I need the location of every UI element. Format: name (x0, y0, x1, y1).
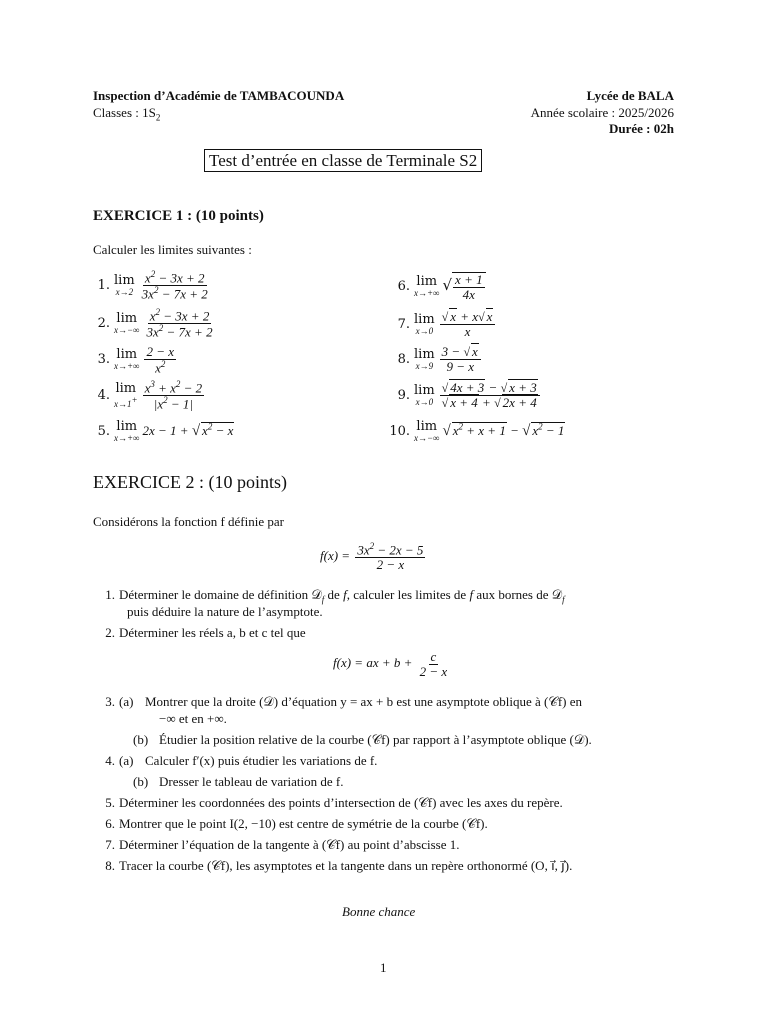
page-title: Test d’entrée en classe de Terminale S2 (204, 149, 482, 172)
ex2-item-3a-label: (a) (119, 694, 134, 709)
ex2-item-8-number: 8. (105, 858, 115, 873)
limit-10-number: 10. (389, 424, 410, 439)
limit-3-number: 3. (97, 352, 110, 368)
ex2-item-3b-label: (b) (133, 732, 149, 747)
limit-2-number: 2. (97, 315, 110, 331)
function-definition: f(x) = $\frac{3x^2 - 2x - 5}{2 - x}$ (320, 541, 424, 572)
class-label (93, 105, 160, 123)
academy-name: Inspection d’Académie de TAMBACOUNDA (93, 88, 345, 103)
ex2-item-4b (133, 774, 343, 790)
exercise2-heading: EXERCICE 2 : (10 points) (93, 472, 287, 492)
ex2-item-1-text-b: de (324, 587, 344, 602)
limit-10: 10. lim x→−∞ √ $x^2 + x + 1$ − √ $x^2 - 1$ (389, 419, 565, 443)
ex2-item-2-text: Déterminer les réels a, b et c tel que (119, 625, 306, 640)
limit-7-number: 7. (397, 316, 410, 332)
ex2-item-8 (93, 858, 572, 874)
ex2-item-2-number: 2. (105, 625, 115, 640)
page-number: 1 (380, 960, 387, 975)
ex2-item-3b (133, 732, 592, 748)
ex2-item-7-number: 7. (105, 837, 115, 852)
limit-5: 5. lim x→+∞ 2x − 1 + √ $x^2 - x$ (88, 420, 234, 443)
ex2-item-4a-label: (a) (119, 753, 134, 768)
ex2-item-4a-text: Calculer f′(x) puis étudier les variations de f. (145, 753, 378, 768)
exercise2-intro: Considérons la fonction f définie par (93, 514, 284, 529)
ex2-item-5-number: 5. (105, 795, 115, 810)
ex2-item-4b-text: Dresser le tableau de variation de f. (159, 774, 344, 789)
ex2-item-3a-text: Montrer que la droite (𝒟) d’équation y = ax + b est une asymptote oblique à (𝒞f) en (145, 694, 583, 709)
ex2-item-1-text-d: aux bornes de 𝒟 (473, 587, 563, 602)
decomposition-formula: f(x) = ax + b + $\frac{c}{2 - x}$ (333, 649, 448, 679)
limit-7: 7. lim x→0 $\frac{√ x + x√ x}{x}$ (388, 310, 497, 338)
closing-text: Bonne chance (342, 904, 416, 919)
limit-9-number: 9. (397, 387, 410, 403)
ex2-item-7 (93, 837, 460, 853)
ex2-item-1-number: 1. (105, 587, 115, 602)
ex2-item-6 (93, 816, 488, 832)
ex2-item-8-text: Tracer la courbe (𝒞f), les asymptotes et la tangente dans un repère orthonormé (O, i⃗, j⃗). (119, 858, 573, 873)
exercise1-heading: EXERCICE 1 : (10 points) (93, 208, 264, 224)
ex2-item-1-text-a: Déterminer le domaine de définition 𝒟 (119, 587, 322, 602)
limit-1-number: 1. (97, 277, 110, 293)
class-subscript: 2 (155, 112, 161, 123)
limit-2: 2. lim x→−∞ $\frac{x^2 - 3x + 2}{3x^2 - 7x + 2}$ (88, 308, 217, 339)
ex2-item-3a-line2: −∞ et en +∞. (159, 711, 227, 726)
ex2-item-5 (93, 795, 563, 811)
ex2-item-4a (93, 753, 377, 769)
limit-1: 1. lim x→2 $\frac{x^2 - 3x + 2}{3x^2 - 7x + 2}$ (88, 270, 212, 301)
ex2-item-1: 1. Déterminer le domaine de définition 𝒟$_f$ de f, calculer les limites de f aux bornes de 𝒟$_f$ (93, 587, 683, 605)
ex2-item-4-number: 4. (105, 753, 115, 768)
limit-4: 4. lim x→1+ $\frac{x^3 + x^2 - 2}{|x^2 - 1|}$ (88, 380, 206, 411)
limit-9: 9. lim x→0 $\frac{√ 4x + 3 - √ x + 3}{√ x + 4 + √ 2x + 4}$ (388, 381, 542, 409)
limit-6-number: 6. (397, 279, 410, 295)
school-year: Année scolaire : 2025/2026 (530, 105, 674, 120)
class-text: Classes : 1S (93, 105, 156, 120)
ex2-item-4b-label: (b) (133, 774, 149, 789)
limit-8-number: 8. (397, 351, 410, 367)
school-name: Lycée de BALA (586, 88, 674, 103)
ex2-item-6-text: Montrer que le point I(2, −10) est centre de symétrie de la courbe (𝒞f). (119, 816, 488, 831)
limit-3: 3. lim x→+∞ $\frac{2 - x}{x^2}$ (88, 345, 178, 375)
limit-6: 6. lim x→+∞ √ $\frac{x + 1}{4x}$ (388, 272, 488, 301)
ex2-item-7-text: Déterminer l’équation de la tangente à (𝒞f) au point d’abscisse 1. (119, 837, 460, 852)
limit-8: 8. lim x→9 $\frac{3 - √ x}{9 - x}$ (388, 345, 483, 373)
ex2-item-3-number: 3. (105, 694, 115, 709)
ex2-item-3a (93, 694, 683, 710)
ex2-item-2 (93, 625, 306, 641)
limit-5-number: 5. (97, 424, 110, 439)
exercise1-intro: Calculer les limites suivantes : (93, 242, 252, 257)
duration: Durée : 02h (609, 121, 674, 136)
limit-4-number: 4. (97, 387, 110, 403)
ex2-item-6-number: 6. (105, 816, 115, 831)
ex2-item-5-text: Déterminer les coordonnées des points d’intersection de (𝒞f) avec les axes du repère. (119, 795, 563, 810)
ex2-item-1-text-c: , calculer les limites de (346, 587, 470, 602)
ex2-item-3b-text: Étudier la position relative de la courbe (𝒞f) par rapport à l’asymptote oblique (𝒟). (159, 732, 592, 747)
ex2-item-1-line2: puis déduire la nature de l’asymptote. (127, 604, 323, 619)
